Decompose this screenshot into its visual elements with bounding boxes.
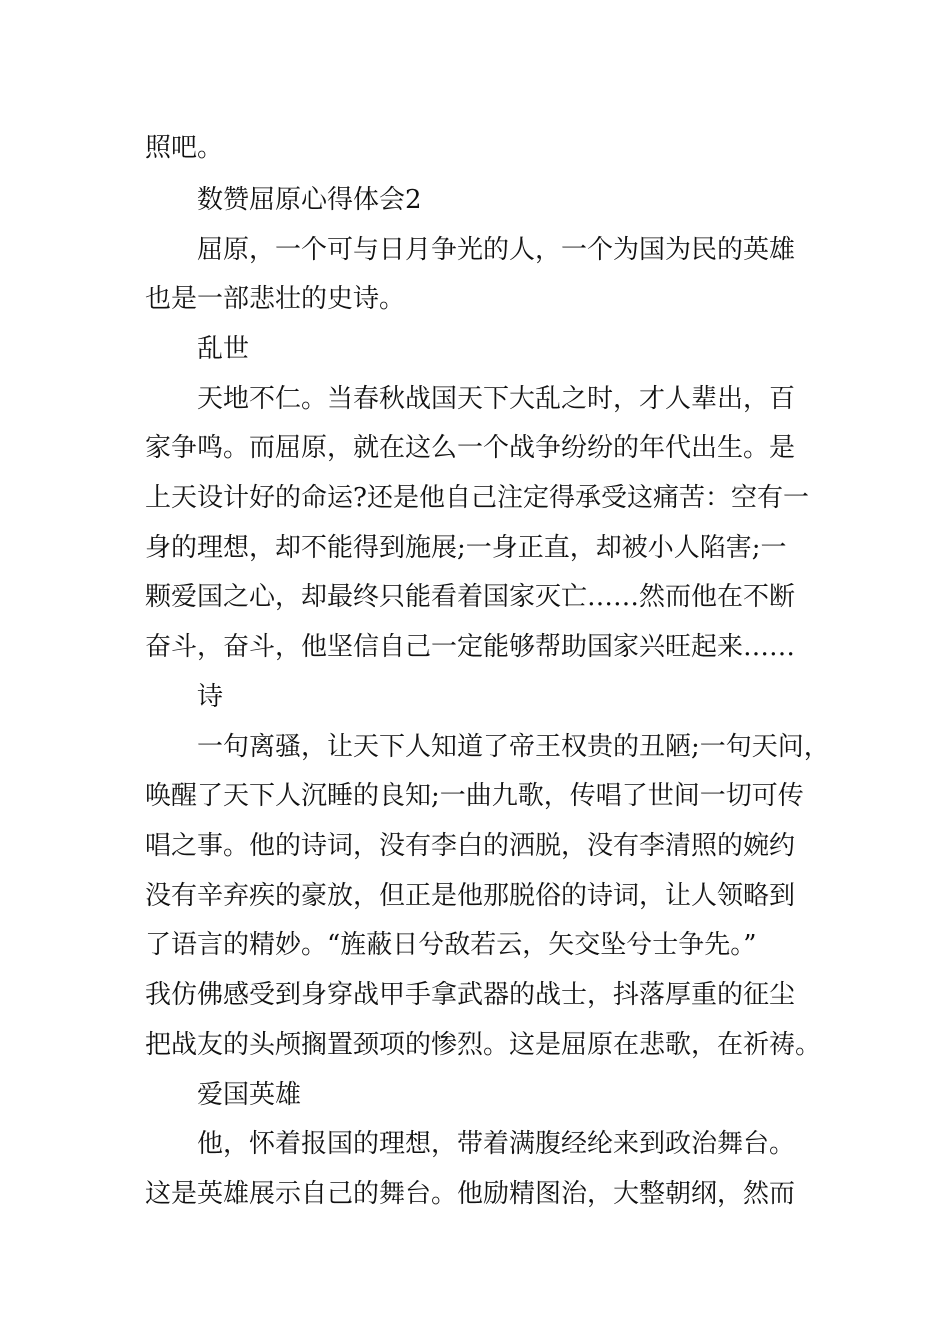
paragraph-line: 把战友的头颅搁置颈项的惨烈。这是屈原在悲歌，在祈祷。: [145, 1030, 822, 1060]
paragraph-line: 上天设计好的命运?还是他自己注定得承受这痛苦：空有一: [145, 483, 809, 513]
paragraph-line: 一句离骚，让天下人知道了帝王权贵的丑陋;一句天问，: [197, 732, 830, 762]
paragraph-line: 没有辛弃疾的豪放，但正是他那脱俗的诗词，让人领略到: [145, 881, 796, 911]
paragraph-line: 唤醒了天下人沉睡的良知;一曲九歌，传唱了世间一切可传: [145, 781, 804, 811]
paragraph-line: 屈原，一个可与日月争光的人，一个为国为民的英雄: [197, 235, 796, 265]
subheading: 诗: [197, 682, 224, 712]
subheading: 爱国英雄: [197, 1080, 302, 1110]
subheading: 乱世: [197, 334, 250, 364]
paragraph-line: 奋斗，奋斗，他坚信自己一定能够帮助国家兴旺起来……: [145, 632, 796, 662]
paragraph-line: 颗爱国之心，却最终只能看着国家灭亡……然而他在不断: [145, 582, 796, 612]
paragraph-line: 我仿佛感受到身穿战甲手拿武器的战士，抖落厚重的征尘: [145, 980, 796, 1010]
paragraph-line: 唱之事。他的诗词，没有李白的洒脱，没有李清照的婉约: [145, 831, 796, 861]
paragraph-line: 了语言的精妙。“旌蔽日兮敌若云，矢交坠兮士争先。”: [145, 930, 757, 960]
paragraph-line: 家争鸣。而屈原，就在这么一个战争纷纷的年代出生。是: [145, 433, 796, 463]
paragraph-line: 天地不仁。当春秋战国天下大乱之时，才人辈出，百: [197, 384, 796, 414]
paragraph-line: 他，怀着报国的理想，带着满腹经纶来到政治舞台。: [197, 1129, 796, 1159]
paragraph-line: 这是英雄展示自己的舞台。他励精图治，大整朝纲，然而: [145, 1179, 796, 1209]
section-heading: 数赞屈原心得体会2: [197, 185, 422, 215]
text-line: 照吧。: [145, 133, 224, 163]
paragraph-line: 也是一部悲壮的史诗。: [145, 284, 406, 314]
paragraph-line: 身的理想，却不能得到施展;一身正直，却被小人陷害;一: [145, 533, 787, 563]
